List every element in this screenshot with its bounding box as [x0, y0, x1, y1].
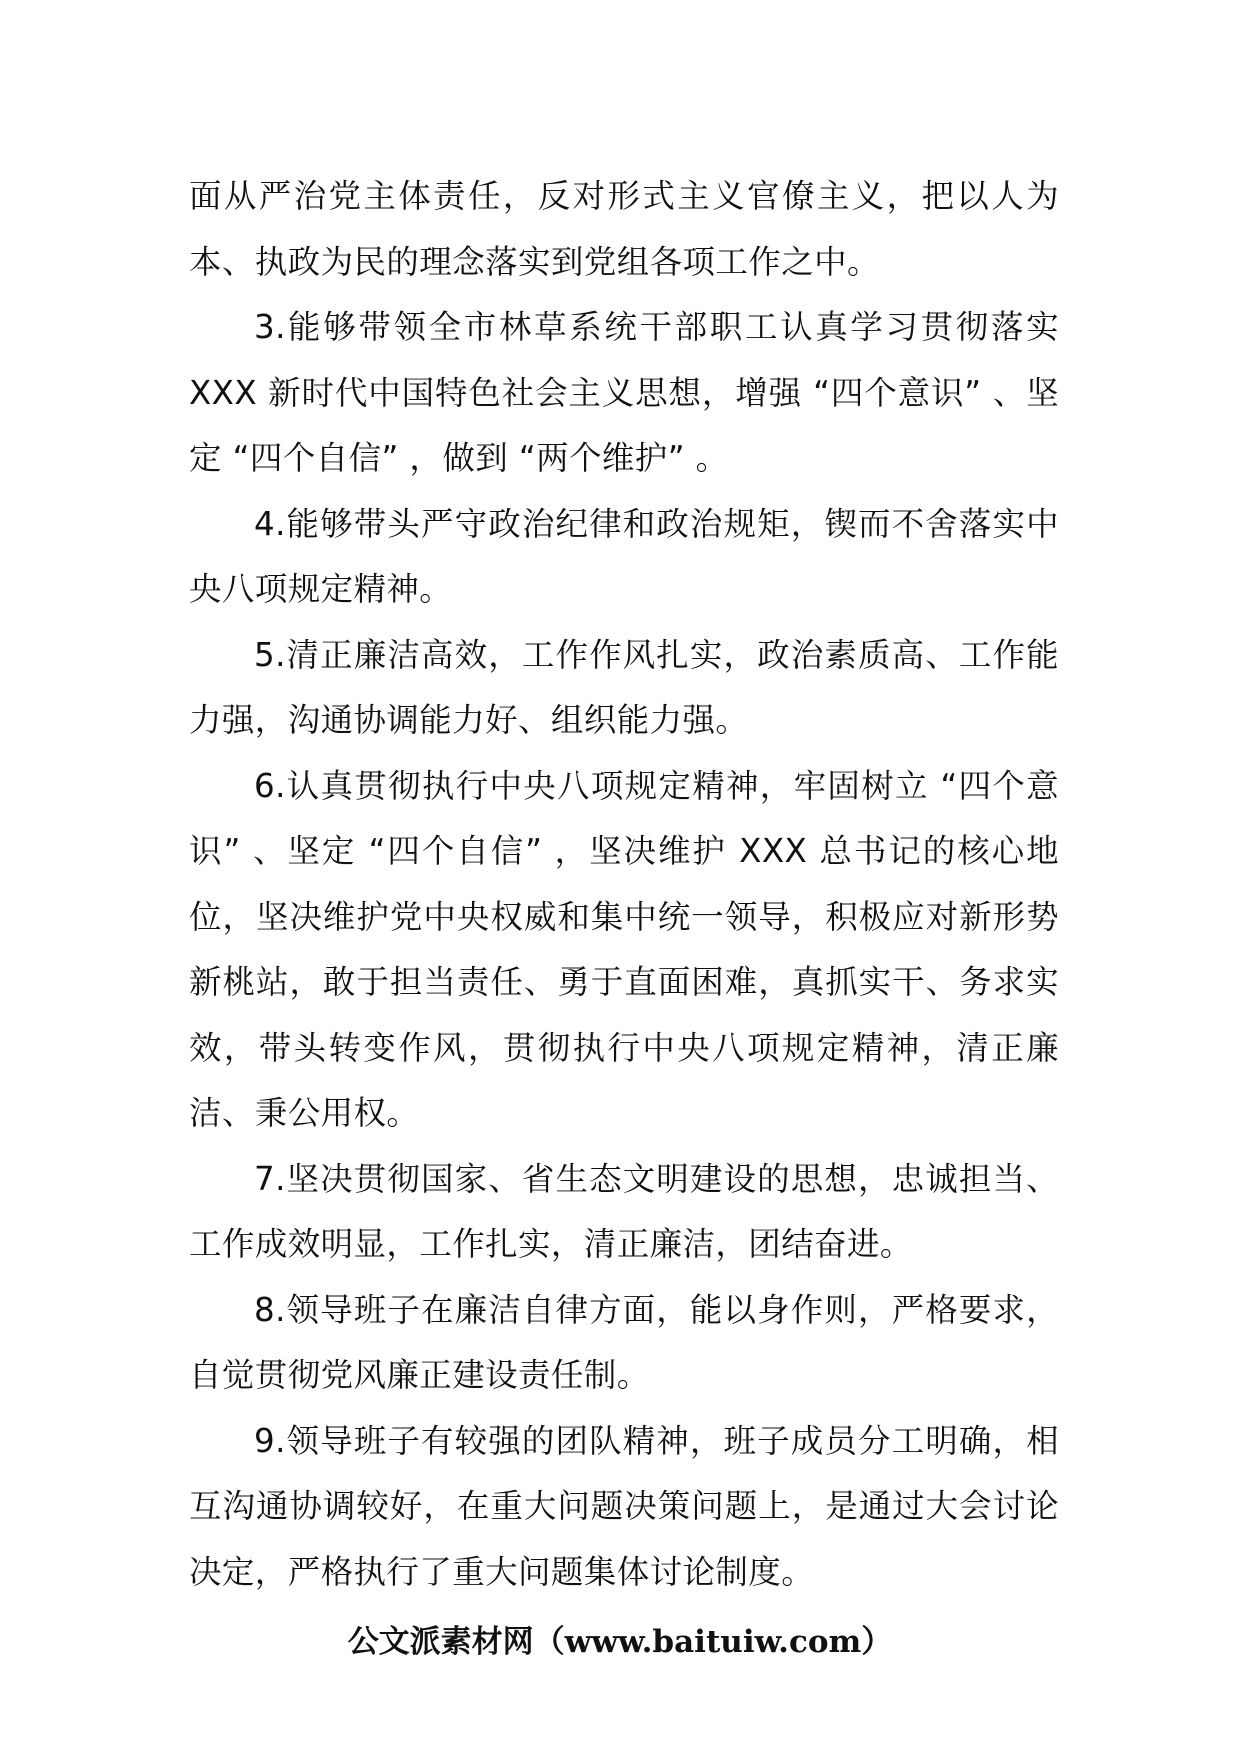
document-body [189, 164, 1059, 1605]
paragraph-continuation: 面从严治党主体责任，反对形式主义官僚主义，把以人为本、执政为民的理念落实到党组各项工作之中。 [189, 177, 1059, 281]
paragraph-item-5: 5.清正廉洁高效，工作作风扎实，政治素质高、工作能力强，沟通协调能力好、组织能力强。 [189, 635, 1059, 739]
paragraph-item-4: 4.能够带头严守政治纪律和政治规矩，锲而不舍落实中央八项规定精神。 [189, 504, 1059, 608]
paragraph-item-9: 9.领导班子有较强的团队精神，班子成员分工明确，相互沟通协调较好，在重大问题决策问题上，是通过大会讨论决定，严格执行了重大问题集体讨论制度。 [189, 1421, 1059, 1591]
footer-watermark: 公文派素材网（www.baituiw.com） [347, 1624, 893, 1660]
paragraph-item-7: 7.坚决贯彻国家、省生态文明建设的思想，忠诚担当、工作成效明显，工作扎实，清正廉洁，团结奋进。 [189, 1159, 1059, 1263]
paragraph-item-3: 3.能够带领全市林草系统干部职工认真学习贯彻落实XXX 新时代中国特色社会主义思想，增强 “四个意识” 、坚定 “四个自信” ，做到 “两个维护” 。 [189, 308, 1059, 477]
paragraph-item-6: 6.认真贯彻执行中央八项规定精神，牢固树立 “四个意识” 、坚定 “四个自信” ，坚决维护 XXX 总书记的核心地位，坚决维护党中央权威和集中统一领导，积极应对新形势新桃站，敢于担当责任、勇于直面困难，真抓实干、务求实效，带头转变作风，贯彻执行中央八项规定精神，清正廉洁、秉公用权。 [189, 766, 1059, 1132]
paragraph-item-8: 8.领导班子在廉洁自律方面，能以身作则，严格要求，自觉贯彻党风廉正建设责任制。 [189, 1290, 1059, 1394]
